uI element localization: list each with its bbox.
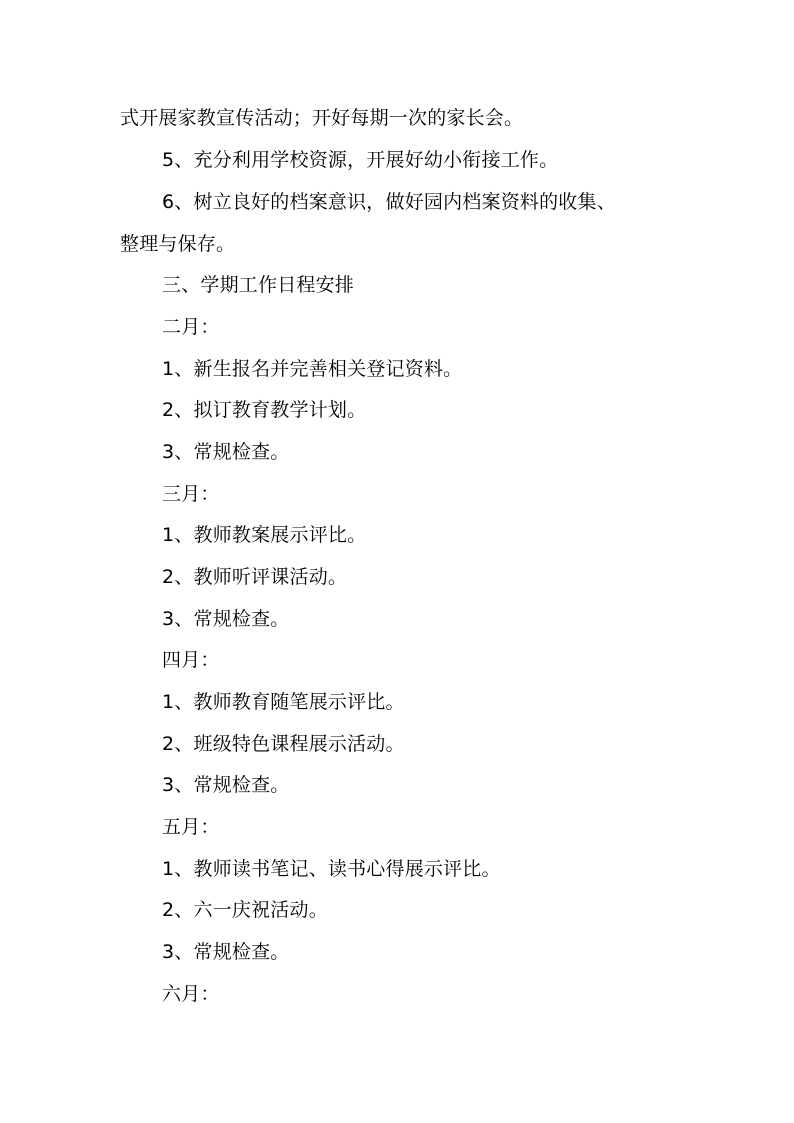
list-item: 1、教师教案展示评比。 [162, 524, 367, 546]
list-item: 3、常规检查。 [162, 774, 290, 796]
section-heading: 三、学期工作日程安排 [162, 274, 355, 296]
month-heading: 四月： [162, 649, 220, 671]
list-item: 1、教师教育随笔展示评比。 [162, 691, 405, 713]
month-heading: 三月： [162, 483, 220, 505]
list-item: 2、拟订教育教学计划。 [162, 399, 367, 421]
month-heading: 二月： [162, 316, 220, 338]
text-line: 整理与保存。 [120, 233, 236, 255]
text-line: 6、树立良好的档案意识，做好园内档案资料的收集、 [162, 191, 616, 213]
list-item: 1、新生报名并完善相关登记资料。 [162, 358, 463, 380]
month-heading: 六月： [162, 983, 220, 1005]
list-item: 2、教师听评课活动。 [162, 566, 348, 588]
list-item: 2、班级特色课程展示活动。 [162, 733, 405, 755]
month-heading: 五月： [162, 816, 220, 838]
list-item: 2、六一庆祝活动。 [162, 899, 328, 921]
list-item: 3、常规检查。 [162, 941, 290, 963]
text-line: 式开展家教宣传活动；开好每期一次的家长会。 [120, 107, 524, 129]
list-item: 3、常规检查。 [162, 441, 290, 463]
text-line: 5、充分利用学校资源，开展好幼小衔接工作。 [162, 149, 559, 171]
list-item: 1、教师读书笔记、读书心得展示评比。 [162, 858, 501, 880]
list-item: 3、常规检查。 [162, 608, 290, 630]
